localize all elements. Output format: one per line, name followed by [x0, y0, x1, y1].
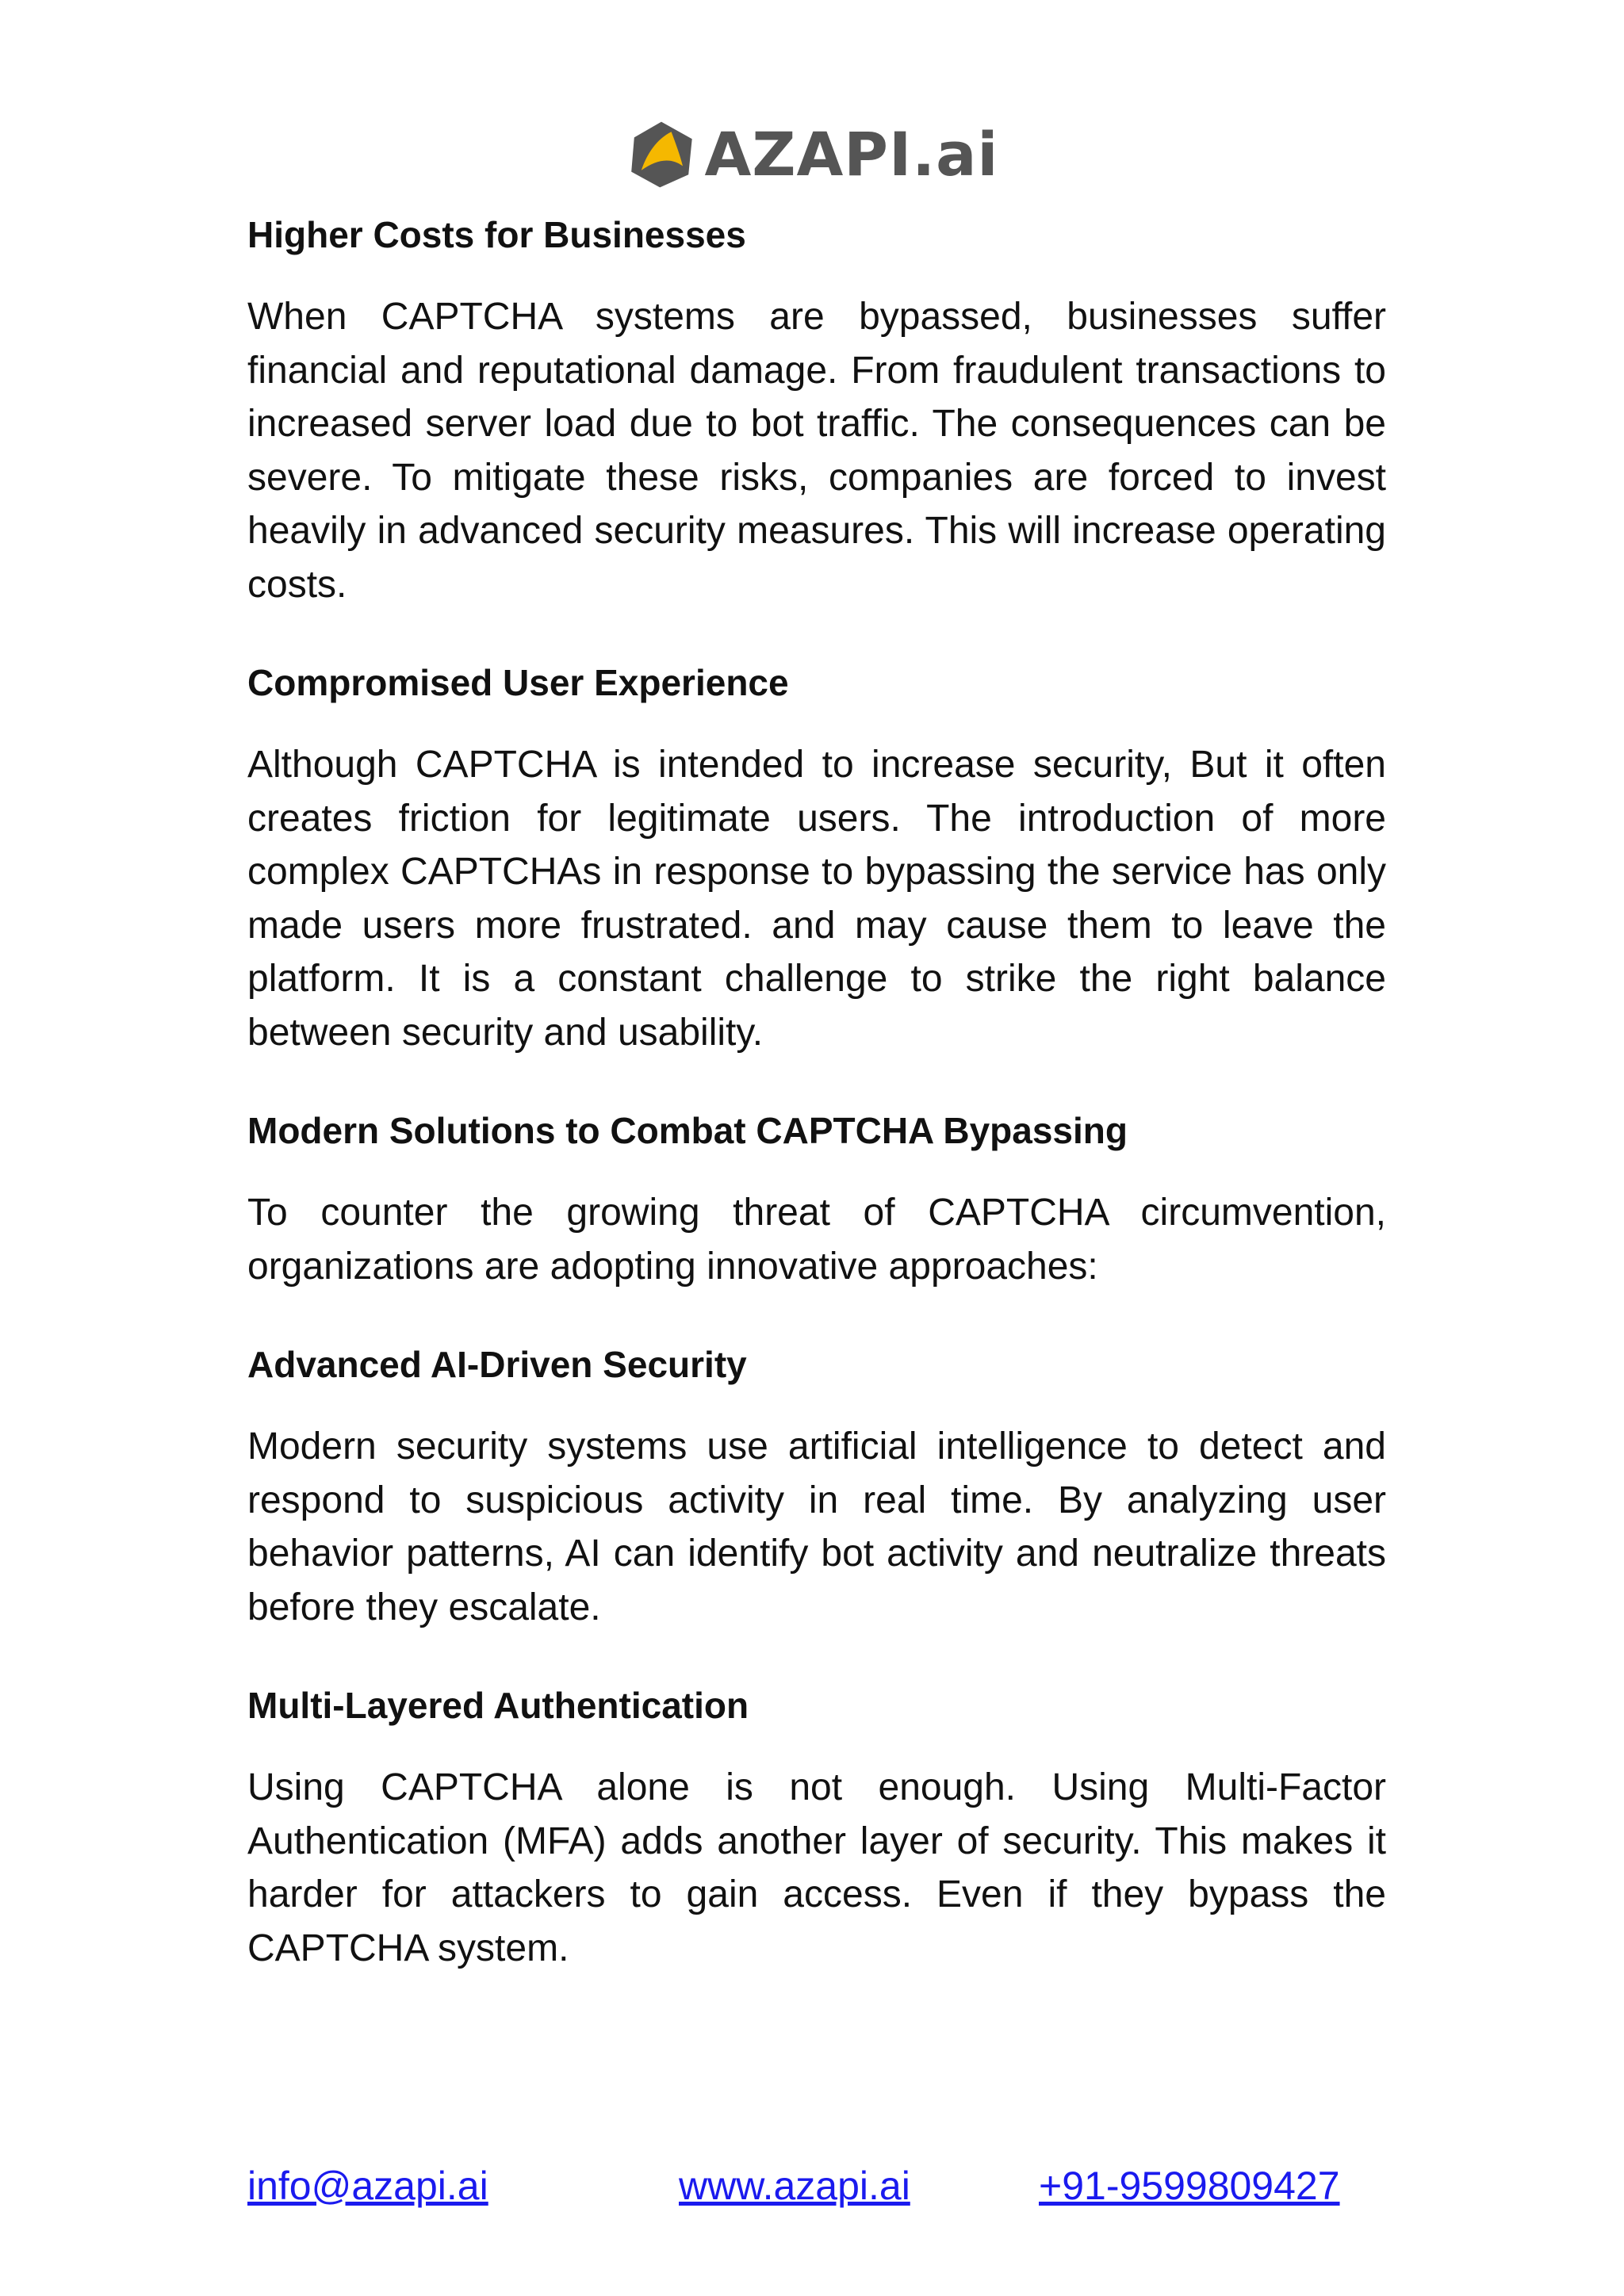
brand-logo: [0, 119, 1624, 190]
phone-link[interactable]: +91-9599809427: [1039, 2164, 1340, 2208]
section-paragraph: When CAPTCHA systems are bypassed, businesses suffer financial and reputational damage. From fraudulent transactions to increased server load due to bot traffic. The consequences can be severe. To mitigate these risks, companies are forced to invest heavily in advanced security measures. This will increase operating costs.: [247, 296, 1386, 606]
section-higher-costs: [247, 212, 1386, 611]
section-user-experience: [247, 660, 1386, 1059]
section-heading: Advanced AI-Driven Security: [247, 1344, 747, 1385]
website-link[interactable]: www.azapi.ai: [679, 2164, 910, 2208]
email-link[interactable]: info@azapi.ai: [247, 2164, 488, 2208]
section-heading: Compromised User Experience: [247, 662, 789, 703]
section-heading: Multi-Layered Authentication: [247, 1685, 749, 1726]
section-mfa: [247, 1683, 1386, 1975]
azapi-logo-icon: [626, 119, 697, 190]
section-paragraph: Modern security systems use artificial intelligence to detect and respond to suspicious activity in real time. By analyzing user behavior patterns, AI can identify bot activity and neutralize threats before they escalate.: [247, 1425, 1386, 1628]
section-paragraph: To counter the growing threat of CAPTCHA circumvention, organizations are adopting innovative approaches:: [247, 1192, 1386, 1288]
section-ai-security: [247, 1342, 1386, 1634]
section-heading: Higher Costs for Businesses: [247, 214, 746, 255]
section-paragraph: Although CAPTCHA is intended to increase security, But it often creates friction for legitimate users. The introduction of more complex CAPTCHAs in response to bypassing the service has only made users more frustrated. and may cause them to leave the platform. It is a constant challenge to strike the right balance between security and usability.: [247, 744, 1386, 1054]
section-modern-solutions: [247, 1108, 1386, 1293]
contact-footer: [247, 2158, 1389, 2214]
document-body: [247, 212, 1386, 2024]
logo-wordmark: AZAPI.ai: [704, 119, 999, 189]
section-paragraph: Using CAPTCHA alone is not enough. Using Multi-Factor Authentication (MFA) adds another layer of security. This makes it harder for attackers to gain access. Even if they bypass the CAPTCHA system.: [247, 1766, 1386, 1969]
section-heading: Modern Solutions to Combat CAPTCHA Bypassing: [247, 1110, 1128, 1151]
